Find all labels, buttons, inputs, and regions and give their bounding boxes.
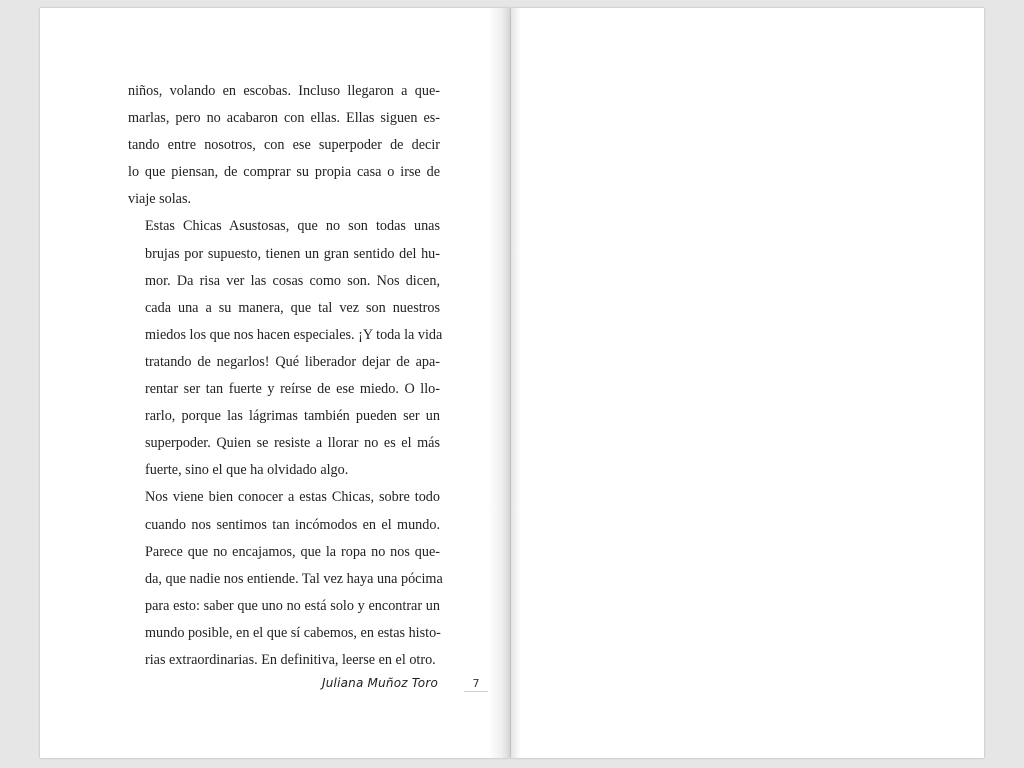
text-line: rarlo, porque las lágrimas también pueden ser un: [145, 408, 440, 425]
text-line: Nos viene bien conocer a estas Chicas, sobre todo: [145, 489, 440, 506]
text-line: Estas Chicas Asustosas, que no son todas unas: [145, 218, 440, 235]
text-line: miedos los que nos hacen especiales. ¡Y toda la vida: [145, 326, 443, 343]
paragraph: [128, 484, 443, 674]
text-line: rentar ser tan fuerte y reírse de ese miedo. O llo-: [145, 381, 440, 398]
text-line: lo que piensan, de comprar su propia casa o irse de: [128, 164, 440, 181]
text-line: viaje solas.: [128, 191, 192, 208]
text-line: superpoder. Quien se resiste a llorar no es el más: [145, 435, 440, 452]
paragraph: [128, 78, 440, 213]
text-line: mundo posible, en el que sí cabemos, en estas histo-: [145, 624, 441, 641]
text-line: brujas por supuesto, tienen un gran sentido del hu-: [145, 245, 440, 262]
text-line: da, que nadie nos entiende. Tal vez haya una pócima: [145, 570, 443, 587]
text-line: cuando nos sentimos tan incómodos en el mundo.: [145, 516, 440, 533]
text-line: rias extraordinarias. En definitiva, leerse en el otro.: [145, 651, 436, 668]
gutter-shadow-right: [511, 8, 521, 758]
text-line: mor. Da risa ver las cosas como son. Nos dicen,: [145, 272, 440, 289]
text-line: fuerte, sino el que ha olvidado algo.: [145, 462, 349, 479]
text-line: para esto: saber que uno no está solo y encontrar un: [145, 597, 440, 614]
text-line: tando entre nosotros, con ese superpoder de decir: [128, 137, 440, 154]
text-line: cada una a su manera, que tal vez son nuestros: [145, 299, 440, 316]
text-line: tratando de negarlos! Qué liberador dejar de apa-: [145, 353, 440, 370]
gutter-shadow: [488, 8, 510, 758]
text-line: marlas, pero no acabaron con ellas. Ellas siguen es-: [128, 110, 440, 127]
right-page: [511, 8, 984, 758]
text-line: niños, volando en escobas. Incluso llegaron a que-: [128, 83, 440, 99]
left-page: [40, 8, 510, 758]
text-line: Parece que no encajamos, que la ropa no nos que-: [145, 543, 440, 560]
page-number: 7: [464, 677, 488, 692]
paragraph: [128, 213, 443, 484]
author-signature: Juliana Muñoz Toro: [322, 676, 439, 690]
body-text: [128, 78, 443, 674]
